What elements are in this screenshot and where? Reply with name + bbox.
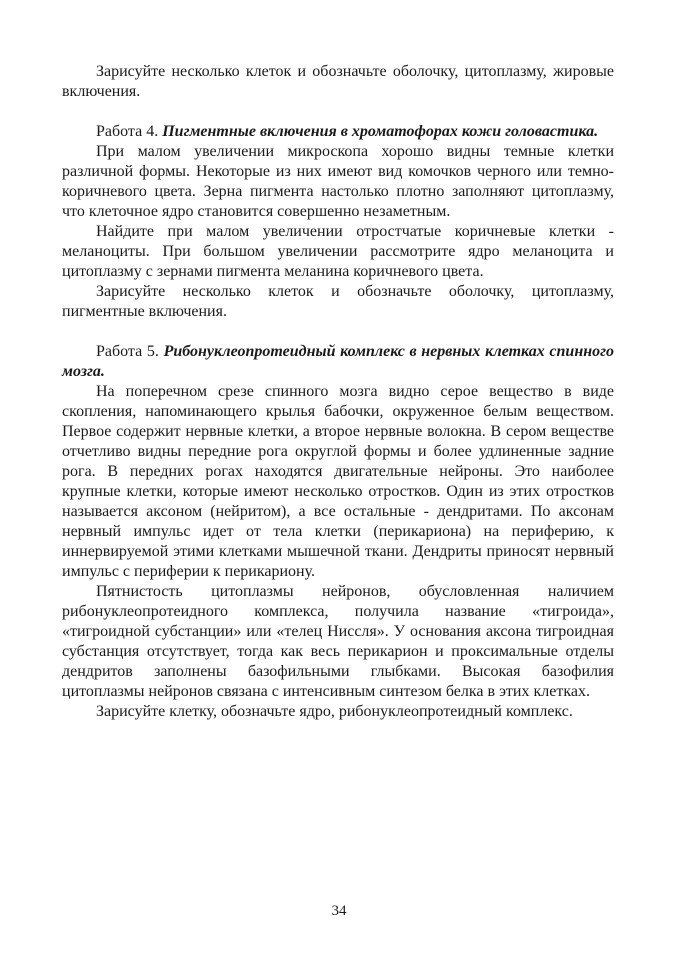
spacer — [62, 102, 614, 122]
work4-paragraph-3: Зарисуйте несколько клеток и обозначьте оболочку, цитоплазму, пигментные включения. — [62, 283, 614, 320]
work4-title: Пигментные включения в хроматофорах кожи головастика. — [162, 123, 599, 140]
work5-paragraph-3: Зарисуйте клетку, обозначьте ядро, рибонуклеопротеидный комплекс. — [96, 703, 573, 720]
work5-paragraph-2: Пятнистость цитоплазмы нейронов, обусловленная наличием рибонуклеопротеидного комплекса, получила название «тигроида», «тигроидной субстанции» или «телец Ниссля». У основания аксона тигроидная субстанция отсутствует, тогда как весь перикарион и проксимальные отделы дендритов заполнены базофильными глыбками. Высокая базофилия цитоплазмы нейронов связана с интенсивным синтезом белка в этих клетках. — [62, 583, 614, 700]
work4-paragraph-1: При малом увеличении микроскопа хорошо видны темные клетки различной формы. Некоторые из них имеют вид комочков черного или темно-коричневого цвета. Зерна пигмента настолько плотно заполняют цитоплазму, что клеточное ядро становится совершенно незаметным. — [62, 143, 614, 220]
spacer — [62, 322, 614, 342]
work5-label: Работа 5. — [96, 343, 159, 360]
work4-heading — [62, 122, 614, 142]
page-number: 34 — [331, 903, 347, 919]
work5-heading — [62, 342, 614, 382]
work4-label: Работа 4. — [96, 123, 159, 140]
intro-paragraph: Зарисуйте несколько клеток и обозначьте оболочку, цитоплазму, жировые включения. — [62, 63, 614, 100]
page-body — [62, 62, 614, 722]
work4-paragraph-2: Найдите при малом увеличении отростчатые коричневые клетки - меланоциты. При большом увеличении рассмотрите ядро меланоцита и цитоплазму с зернами пигмента меланина коричневого цвета. — [62, 223, 614, 280]
work5-title: Рибонуклеопротеидный комплекс в нервных клетках спинного мозга. — [62, 343, 615, 380]
work5-paragraph-1: На поперечном срезе спинного мозга видно серое вещество в виде скопления, напоминающего крылья бабочки, окруженное белым веществом. Первое содержит нервные клетки, а второе нервные волокна. В сером веществе отчетливо видны передние рога округлой формы и более удлиненные задние рога. В передних рогах находятся двигательные нейроны. Это наиболее крупные клетки, которые имеют несколько отростков. Один из этих отростков называется аксоном (нейритом), а все остальные - дендритами. По аксонам нервный импульс идет от тела клетки (перикариона) на периферию, к иннервируемой этими клетками мышечной ткани. Дендриты приносят нервный импульс с периферии к перикариону. — [62, 383, 614, 580]
